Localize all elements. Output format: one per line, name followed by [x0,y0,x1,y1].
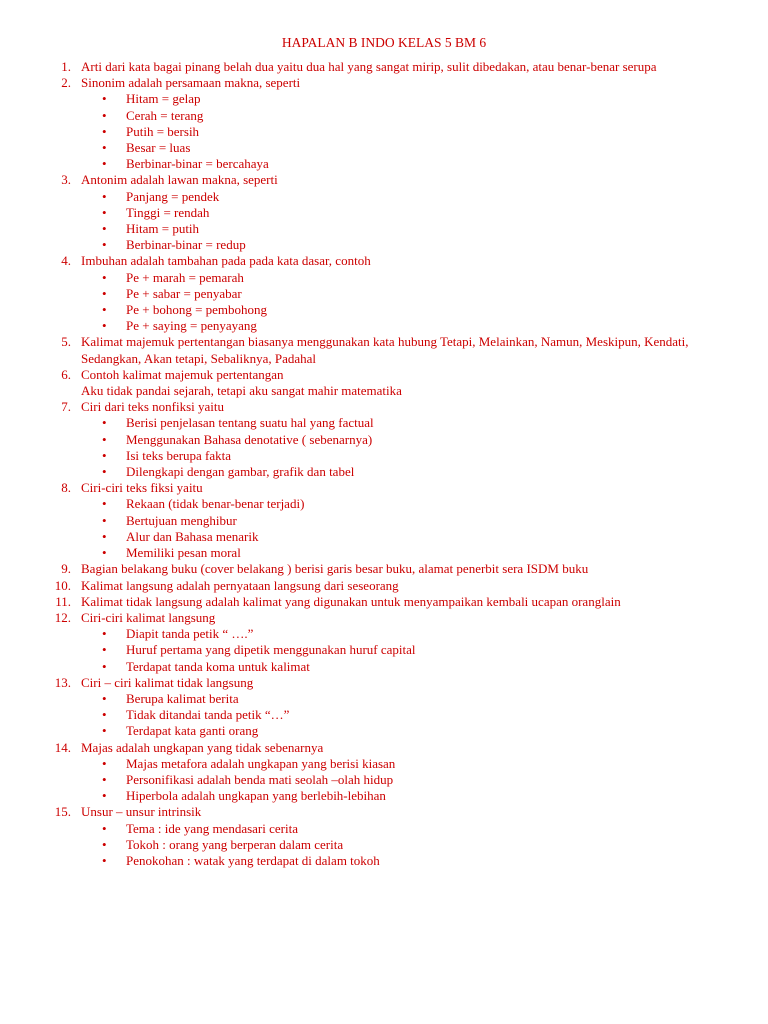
item-text: Bagian belakang buku (cover belakang ) berisi garis besar buku, alamat penerbit sera ISDM buku [81,561,589,577]
bullet-item [0,513,768,529]
bullet-item [0,448,768,464]
bullet-text: Menggunakan Bahasa denotative ( sebenarnya) [126,431,373,447]
list-item [0,740,768,756]
item-text: Contoh kalimat majemuk pertentangan [81,366,284,382]
bullet-icon: • [102,464,107,480]
bullet-item [0,189,768,205]
bullet-text: Berisi penjelasan tentang suatu hal yang factual [126,415,374,431]
bullet-icon: • [102,642,107,658]
list-item [0,804,768,820]
bullet-text: Panjang = pendek [126,188,220,204]
bullet-icon: • [102,221,107,237]
bullet-item [0,432,768,448]
item-number: 10. [54,577,71,593]
bullet-text: Alur dan Bahasa menarik [126,528,259,544]
bullet-text: Terdapat tanda koma untuk kalimat [126,658,310,674]
bullet-item [0,659,768,675]
item-number: 3. [61,172,71,188]
bullet-icon: • [102,447,107,463]
list-item [0,399,768,415]
bullet-text: Tema : ide yang mendasari cerita [126,820,298,836]
item-text: Ciri-ciri kalimat langsung [81,609,216,625]
item-number: 5. [61,334,71,350]
item-number: 6. [61,366,71,382]
bullet-text: Memiliki pesan moral [126,545,241,561]
bullet-icon: • [102,285,107,301]
item-number: 13. [54,674,71,690]
bullet-item [0,156,768,172]
list-item [0,75,768,91]
item-number: 9. [61,561,71,577]
bullet-text: Tokoh : orang yang berperan dalam cerita [126,836,344,852]
list-item [0,480,768,496]
bullet-icon: • [102,528,107,544]
bullet-item [0,318,768,334]
bullet-icon: • [102,107,107,123]
bullet-item [0,108,768,124]
numbered-list [0,59,768,869]
bullet-item [0,707,768,723]
bullet-text: Pe + saying = penyayang [126,318,257,334]
bullet-item [0,837,768,853]
bullet-item [0,723,768,739]
list-item [0,172,768,188]
bullet-text: Pe + bohong = pembohong [126,302,268,318]
item-number: 2. [61,75,71,91]
bullet-text: Majas metafora adalah ungkapan yang berisi kiasan [126,755,396,771]
bullet-text: Berbinar-binar = bercahaya [126,156,269,172]
bullet-text: Hitam = putih [126,221,200,237]
bullet-item [0,529,768,545]
item-text: Sinonim adalah persamaan makna, seperti [81,75,301,91]
item-text: Ciri-ciri teks fiksi yaitu [81,480,203,496]
bullet-item [0,464,768,480]
bullet-item [0,691,768,707]
item-number: 8. [61,480,71,496]
bullet-icon: • [102,156,107,172]
bullet-icon: • [102,204,107,220]
bullet-icon: • [102,658,107,674]
bullet-item [0,756,768,772]
bullet-icon: • [102,91,107,107]
item-number: 7. [61,399,71,415]
bullet-icon: • [102,237,107,253]
bullet-item [0,124,768,140]
item-text: Ciri dari teks nonfiksi yaitu [81,399,224,415]
bullet-text: Rekaan (tidak benar-benar terjadi) [126,496,305,512]
item-text: Kalimat majemuk pertentangan biasanya menggunakan kata hubung Tetapi, Melainkan, Namun, Meskipun, Kendati, Sedangkan, Akan tetapi, Sebaliknya, Padahal [81,334,689,366]
bullet-icon: • [102,302,107,318]
bullet-icon: • [102,707,107,723]
bullet-icon: • [102,788,107,804]
bullet-icon: • [102,690,107,706]
bullet-item [0,415,768,431]
bullet-icon: • [102,415,107,431]
bullet-item [0,270,768,286]
item-text: Majas adalah ungkapan yang tidak sebenarnya [81,739,324,755]
bullet-text: Tinggi = rendah [126,204,210,220]
bullet-text: Tidak ditandai tanda petik “…” [126,707,290,723]
bullet-text: Huruf pertama yang dipetik menggunakan huruf capital [126,642,416,658]
bullet-item [0,205,768,221]
bullet-text: Pe + sabar = penyabar [126,285,242,301]
bullet-icon: • [102,318,107,334]
bullet-text: Isi teks berupa fakta [126,447,232,463]
bullet-icon: • [102,140,107,156]
bullet-text: Hitam = gelap [126,91,201,107]
bullet-icon: • [102,852,107,868]
list-item [0,578,768,594]
bullet-icon: • [102,771,107,787]
bullet-item [0,821,768,837]
bullet-text: Diapit tanda petik “ ….” [126,626,254,642]
bullet-text: Dilengkapi dengan gambar, grafik dan tabel [126,464,355,480]
bullet-icon: • [102,836,107,852]
bullet-icon: • [102,723,107,739]
item-number: 1. [61,59,71,74]
list-item [0,610,768,626]
bullet-icon: • [102,269,107,285]
bullet-icon: • [102,512,107,528]
bullet-text: Cerah = terang [126,107,204,123]
bullet-item [0,221,768,237]
bullet-item [0,237,768,253]
bullet-item [0,302,768,318]
item-number: 11. [55,593,71,609]
bullet-text: Personifikasi adalah benda mati seolah –olah hidup [126,771,394,787]
bullet-icon: • [102,431,107,447]
bullet-item [0,140,768,156]
item-number: 4. [61,253,71,269]
item-number: 15. [54,804,71,820]
bullet-item [0,496,768,512]
bullet-item [0,788,768,804]
bullet-text: Berbinar-binar = redup [126,237,246,253]
bullet-item [0,772,768,788]
list-item [0,561,768,577]
bullet-text: Besar = luas [126,140,191,156]
bullet-item [0,286,768,302]
bullet-text: Terdapat kata ganti orang [126,723,259,739]
bullet-text: Berupa kalimat berita [126,690,239,706]
list-item [0,367,768,399]
item-text: Ciri – ciri kalimat tidak langsung [81,674,254,690]
bullet-icon: • [102,820,107,836]
item-number: 14. [54,739,71,755]
document-title: HAPALAN B INDO KELAS 5 BM 6 [281,35,487,50]
bullet-text: Pe + marah = pemarah [126,269,244,285]
bullet-icon: • [102,123,107,139]
bullet-icon: • [102,545,107,561]
item-example-text: Aku tidak pandai sejarah, tetapi aku sangat mahir matematika [81,383,402,399]
list-item [0,675,768,691]
bullet-icon: • [102,496,107,512]
item-text: Arti dari kata bagai pinang belah dua yaitu dua hal yang sangat mirip, sulit dibedakan, atau benar-benar serupa [81,59,657,74]
list-item [0,59,768,75]
list-item [0,594,768,610]
bullet-item [0,91,768,107]
bullet-text: Putih = bersih [126,123,200,139]
list-item [0,334,768,366]
bullet-item [0,853,768,869]
bullet-icon: • [102,626,107,642]
item-text: Kalimat tidak langsung adalah kalimat yang digunakan untuk menyampaikan kembali ucapan oranglain [81,593,621,609]
bullet-icon: • [102,188,107,204]
bullet-icon: • [102,755,107,771]
bullet-text: Penokohan : watak yang terdapat di dalam tokoh [126,852,380,868]
list-item [0,253,768,269]
bullet-text: Hiperbola adalah ungkapan yang berlebih-lebihan [126,788,386,804]
item-text: Imbuhan adalah tambahan pada pada kata dasar, contoh [81,253,371,269]
item-text: Antonim adalah lawan makna, seperti [81,172,278,188]
bullet-text: Bertujuan menghibur [126,512,237,528]
bullet-item [0,642,768,658]
bullet-item [0,626,768,642]
bullet-item [0,545,768,561]
item-text: Kalimat langsung adalah pernyataan langsung dari seseorang [81,577,399,593]
item-text: Unsur – unsur intrinsik [81,804,202,820]
item-number: 12. [54,609,71,625]
